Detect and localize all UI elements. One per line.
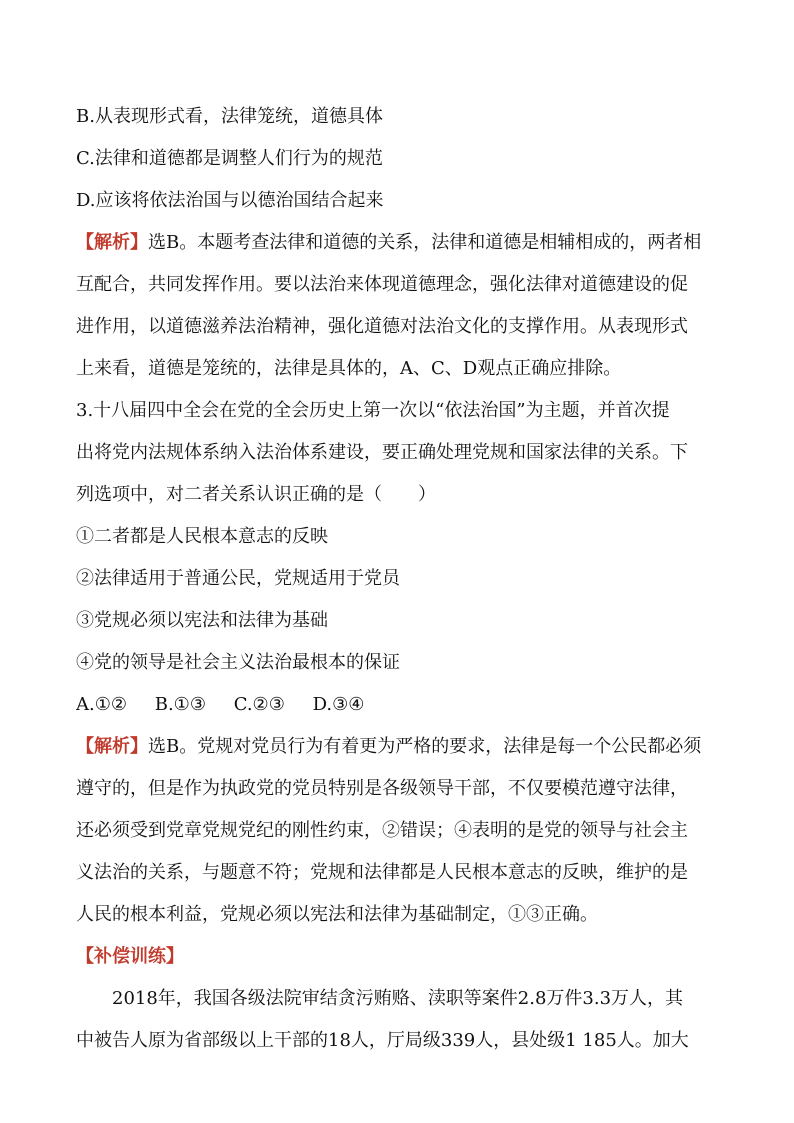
analysis2-line-2: 遵守的，但是作为执政党的党员特别是各级领导干部，不仅要模范遵守法律， bbox=[76, 778, 688, 799]
analysis-tag: 【解析】 bbox=[76, 736, 148, 757]
q2-option-b: B.从表现形式看，法律笼统，道德具体 bbox=[76, 106, 383, 127]
supplement-line-1: 2018年，我国各级法院审结贪污贿赂、渎职等案件2.8万件3.3万人，其 bbox=[112, 988, 684, 1009]
q3-choices bbox=[76, 684, 726, 726]
analysis1-line-1 bbox=[76, 222, 726, 264]
analysis2-line-3: 还必须受到党章党规党纪的刚性约束，②错误；④表明的是党的领导与社会主 bbox=[76, 820, 688, 841]
analysis1-line-3: 进作用，以道德滋养法治精神，强化道德对法治文化的支撑作用。从表现形式 bbox=[76, 316, 688, 337]
analysis-tag: 【解析】 bbox=[76, 232, 148, 253]
q2-option-d: D.应该将依法治国与以德治国结合起来 bbox=[76, 190, 384, 211]
q3-choice-d: D.③④ bbox=[312, 694, 365, 715]
q3-item-3: ③党规必须以宪法和法律为基础 bbox=[76, 610, 328, 631]
q3-item-2: ②法律适用于普通公民，党规适用于党员 bbox=[76, 568, 400, 589]
q3-choice-b: B.①③ bbox=[154, 694, 206, 715]
analysis1-line-4: 上来看，道德是笼统的，法律是具体的，A、C、D观点正确应排除。 bbox=[76, 358, 622, 379]
q3-stem-line-1: 3.十八届四中全会在党的全会历史上第一次以“依法治国”为主题，并首次提 bbox=[76, 400, 670, 421]
analysis2-line-1 bbox=[76, 726, 726, 768]
supplement-tag: 【补偿训练】 bbox=[76, 946, 184, 967]
q3-stem-line-3: 列选项中，对二者关系认识正确的是（ ） bbox=[76, 484, 436, 505]
supplement-line-2: 中被告人原为省部级以上干部的18人，厅局级339人，县处级1 185人。加大 bbox=[76, 1030, 689, 1051]
q2-option-c: C.法律和道德都是调整人们行为的规范 bbox=[76, 148, 383, 169]
q3-item-4: ④党的领导是社会主义法治最根本的保证 bbox=[76, 652, 400, 673]
q3-item-1: ①二者都是人民根本意志的反映 bbox=[76, 526, 328, 547]
analysis2-line-5: 人民的根本利益，党规必须以宪法和法律为基础制定，①③正确。 bbox=[76, 904, 598, 925]
q3-choice-a: A.①② bbox=[76, 694, 127, 715]
document-page bbox=[76, 96, 726, 1062]
q3-choice-c: C.②③ bbox=[233, 694, 285, 715]
analysis1-text: 选B。本题考查法律和道德的关系，法律和道德是相辅相成的，两者相 bbox=[148, 232, 702, 253]
supplement-heading bbox=[76, 936, 726, 978]
analysis1-line-2: 互配合，共同发挥作用。要以法治来体现道德理念，强化法律对道德建设的促 bbox=[76, 274, 688, 295]
analysis2-text: 选B。党规对党员行为有着更为严格的要求，法律是每一个公民都必须 bbox=[148, 736, 702, 757]
q3-stem-line-2: 出将党内法规体系纳入法治体系建设，要正确处理党规和国家法律的关系。下 bbox=[76, 442, 688, 463]
analysis2-line-4: 义法治的关系，与题意不符；党规和法律都是人民根本意志的反映，维护的是 bbox=[76, 862, 688, 883]
